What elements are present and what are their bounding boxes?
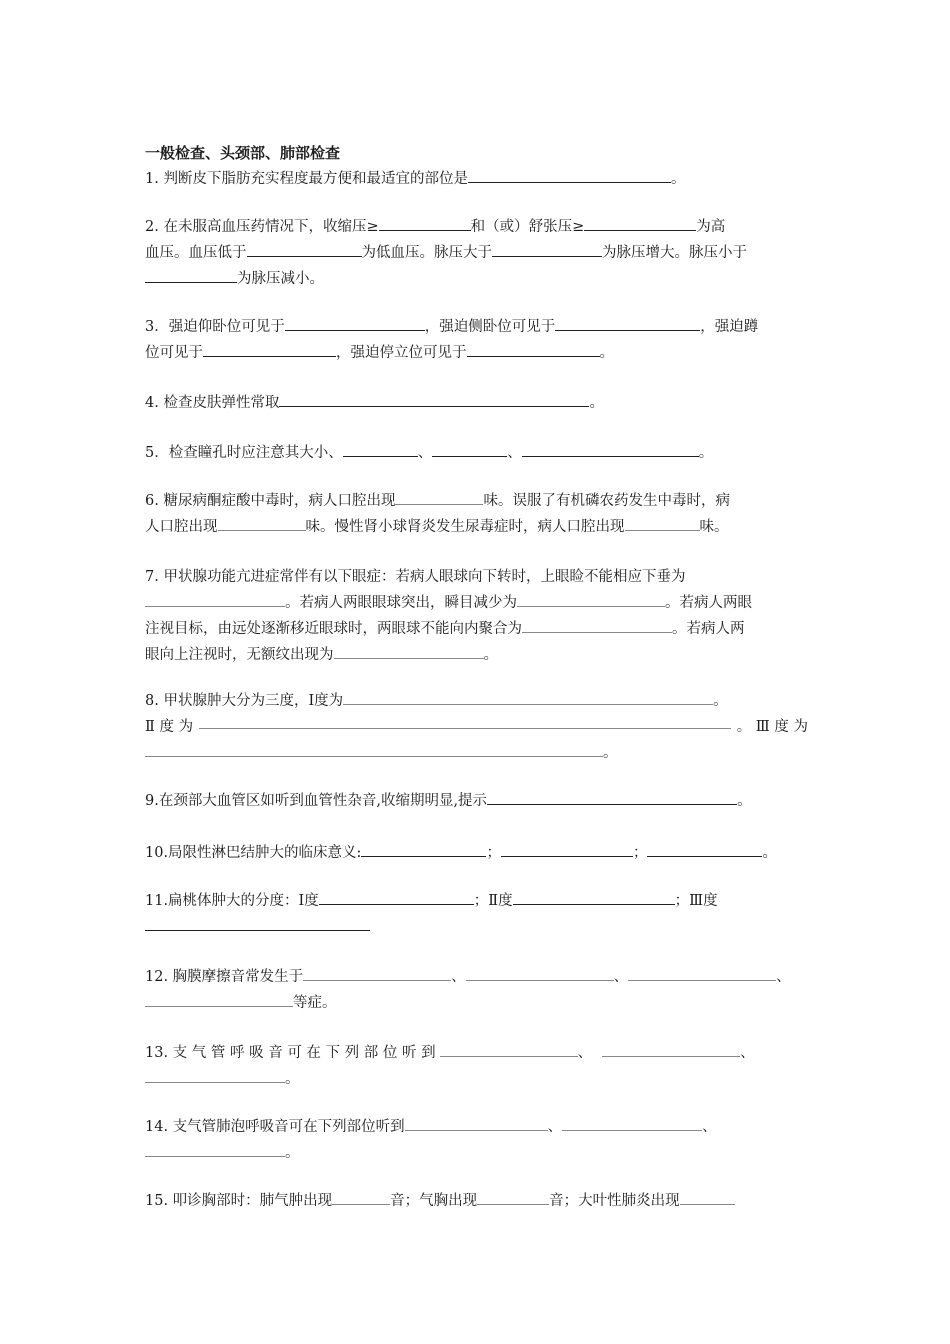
question-text: 。若病人两 — [672, 621, 745, 637]
question-12 — [145, 964, 808, 1016]
question-text: 味。 — [699, 519, 729, 535]
question-text: ； — [632, 845, 648, 861]
question-text: 、 — [776, 969, 791, 985]
question-text: 。 — [698, 445, 714, 461]
answer-blank[interactable] — [218, 516, 306, 531]
question-text: ，强迫停立位可见于 — [336, 345, 467, 361]
answer-blank[interactable] — [334, 644, 484, 659]
answer-blank[interactable] — [395, 490, 483, 505]
answer-blank[interactable] — [203, 342, 336, 357]
question-text: 味。慢性肾小球肾炎发生尿毒症时，病人口腔出现 — [305, 519, 625, 535]
question-text: ；Ⅲ度 — [674, 893, 718, 909]
question-text: 8. 甲状腺肿大分为三度，Ⅰ度为 — [145, 693, 344, 709]
question-text: 为脉压减小。 — [237, 271, 324, 287]
answer-blank[interactable] — [303, 966, 451, 981]
question-text: 。 — [599, 345, 614, 361]
question-text: 11.扁桃体肿大的分度：Ⅰ度 — [145, 893, 319, 909]
question-text: 、 — [740, 1045, 755, 1061]
question-text: 、 — [417, 445, 433, 461]
question-text: 注视目标，由远处逐渐移近眼球时，两眼球不能向内聚合为 — [145, 621, 522, 637]
answer-blank[interactable] — [680, 1190, 735, 1205]
answer-blank[interactable] — [361, 842, 486, 857]
question-text: 。若病人两眼 — [665, 595, 752, 611]
question-2 — [145, 214, 808, 292]
question-text: 和（或）舒张压≥ — [470, 219, 585, 235]
answer-blank[interactable] — [492, 242, 602, 257]
answer-blank[interactable] — [477, 1190, 549, 1205]
question-text: 。 — [589, 395, 604, 411]
question-text: 13. 支 气 管 呼 吸 音 可 在 下 列 部 位 听 到 — [145, 1045, 436, 1061]
question-text: 、 — [507, 445, 522, 461]
answer-blank[interactable] — [145, 742, 603, 757]
question-9 — [145, 788, 808, 814]
question-text: 7. 甲状腺功能亢进症常伴有以下眼症：若病人眼球向下转时，上眼睑不能相应下垂为 — [145, 569, 686, 585]
answer-blank[interactable] — [199, 714, 731, 729]
question-text: 为低血压。脉压大于 — [361, 245, 492, 261]
question-5 — [145, 440, 808, 466]
answer-blank[interactable] — [145, 592, 285, 607]
answer-blank[interactable] — [343, 690, 713, 705]
question-15 — [145, 1188, 808, 1214]
question-text: 。 — [737, 793, 752, 809]
question-text: 6. 糖尿病酮症酸中毒时，病人口腔出现 — [145, 493, 396, 509]
answer-blank[interactable] — [432, 442, 507, 457]
answer-blank[interactable] — [562, 1116, 702, 1131]
question-text: 10.局限性淋巴结肿大的临床意义: — [145, 845, 362, 861]
question-text: 。若病人两眼眼球突出，瞬目减少为 — [285, 595, 517, 611]
question-1 — [145, 166, 808, 192]
question-text: ，强迫蹲 — [700, 319, 759, 335]
answer-blank[interactable] — [628, 966, 776, 981]
question-13 — [145, 1040, 808, 1092]
answer-blank[interactable] — [501, 842, 633, 857]
question-text: 。 — [483, 647, 498, 663]
question-text: 。 — [603, 745, 618, 761]
question-text: 9.在颈部大血管区如听到血管性杂音,收缩期明显,提示 — [145, 793, 488, 809]
question-text: 为脉压增大。脉压小于 — [602, 245, 747, 261]
answer-blank[interactable] — [522, 442, 699, 457]
question-text: 、 — [577, 1045, 593, 1061]
question-text: 。 — [762, 845, 777, 861]
question-text: 4. 检查皮肤弹性常取 — [145, 395, 280, 411]
question-6 — [145, 488, 808, 540]
answer-blank[interactable] — [522, 618, 672, 633]
answer-blank[interactable] — [440, 1042, 578, 1057]
question-text: 。 — [670, 171, 686, 187]
question-10 — [145, 840, 808, 866]
question-text: 。 — [713, 693, 728, 709]
question-text: Ⅱ 度 为 — [145, 719, 194, 735]
answer-blank[interactable] — [319, 890, 474, 905]
answer-blank[interactable] — [647, 842, 762, 857]
question-text: 等症。 — [293, 995, 337, 1011]
answer-blank[interactable] — [405, 1116, 548, 1131]
answer-blank[interactable] — [466, 966, 614, 981]
question-14 — [145, 1114, 808, 1166]
question-text: 为高 — [696, 219, 726, 235]
answer-blank[interactable] — [145, 916, 370, 931]
answer-blank[interactable] — [467, 342, 600, 357]
question-text: ；Ⅱ度 — [473, 893, 513, 909]
question-text: 。 Ⅲ 度 为 — [736, 719, 808, 735]
question-text: 位可见于 — [145, 345, 203, 361]
question-text: 5．检查瞳孔时应注意其大小、 — [145, 445, 343, 461]
question-text: 、 — [547, 1119, 563, 1135]
question-text: 音；大叶性肺炎出现 — [549, 1193, 680, 1209]
question-text: 3．强迫仰卧位可见于 — [145, 319, 285, 335]
answer-blank[interactable] — [285, 316, 425, 331]
answer-blank[interactable] — [602, 1042, 740, 1057]
question-text: 味。误服了有机磷农药发生中毒时，病 — [483, 493, 730, 509]
question-text: ，强迫侧卧位可见于 — [424, 319, 556, 335]
answer-blank[interactable] — [468, 168, 671, 183]
answer-blank[interactable] — [625, 516, 700, 531]
answer-blank[interactable] — [279, 392, 589, 407]
answer-blank[interactable] — [247, 242, 362, 257]
answer-blank[interactable] — [145, 268, 237, 283]
question-text: 12. 胸膜摩擦音常发生于 — [145, 969, 304, 985]
answer-blank[interactable] — [145, 1068, 285, 1083]
question-text: 14. 支气管肺泡呼吸音可在下列部位听到 — [145, 1119, 405, 1135]
page-title: 一般检查、头颈部、肺部检查 — [145, 144, 341, 162]
answer-blank[interactable] — [332, 1190, 390, 1205]
question-text: 。 — [285, 1071, 300, 1087]
question-3 — [145, 314, 808, 366]
question-text: 1. 判断皮下脂肪充实程度最方便和最适宜的部位是 — [145, 171, 468, 187]
question-text: 血压。血压低于 — [145, 245, 247, 261]
answer-blank[interactable] — [487, 790, 737, 805]
question-text: 、 — [451, 969, 466, 985]
question-4 — [145, 390, 808, 416]
question-text: 15. 叩诊胸部时：肺气肿出现 — [145, 1193, 333, 1209]
answer-blank[interactable] — [343, 442, 418, 457]
answer-blank[interactable] — [145, 1142, 285, 1157]
answer-blank[interactable] — [555, 316, 700, 331]
question-text: 、 — [702, 1119, 717, 1135]
answer-blank[interactable] — [517, 592, 665, 607]
question-text: 。 — [285, 1145, 300, 1161]
question-text: 2. 在未服高血压药情况下，收缩压≥ — [145, 219, 379, 235]
answer-blank[interactable] — [145, 992, 293, 1007]
question-text: ； — [486, 845, 501, 861]
question-11 — [145, 888, 808, 940]
question-text: 、 — [613, 969, 629, 985]
answer-blank[interactable] — [513, 890, 675, 905]
answer-blank[interactable] — [584, 216, 696, 231]
question-8 — [145, 688, 808, 766]
answer-blank[interactable] — [379, 216, 471, 231]
question-text: 人口腔出现 — [145, 519, 218, 535]
question-text: 眼向上注视时，无额纹出现为 — [145, 647, 334, 663]
question-text: 音；气胸出现 — [390, 1193, 478, 1209]
question-7 — [145, 564, 808, 668]
